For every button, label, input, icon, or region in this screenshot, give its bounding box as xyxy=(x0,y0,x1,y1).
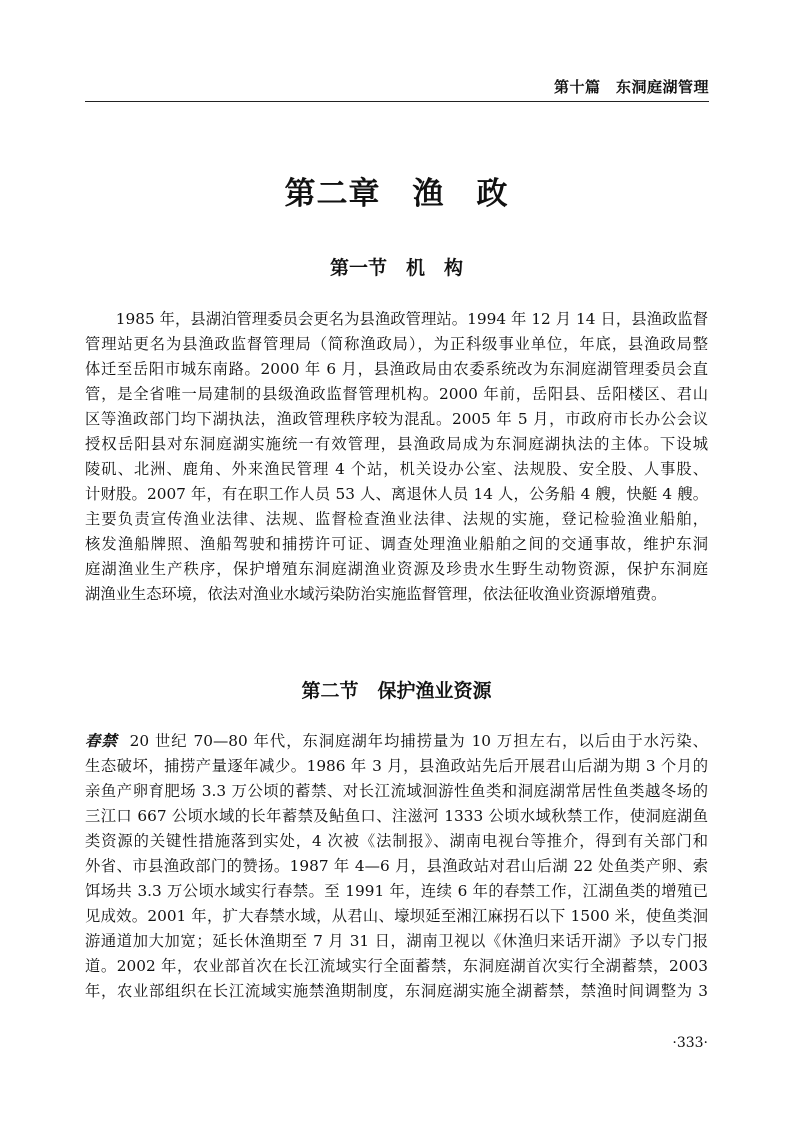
header-divider xyxy=(85,101,709,102)
text-line: 外省、市县渔政部门的赞扬。1987 年 4—6 月，县渔政站对君山后湖 22 处鱼类产卵、索 xyxy=(85,857,708,875)
text-line: 主要负责宣传渔业法律、法规、监督检查渔业法律、法规的实施，登记检验渔业船舶， xyxy=(85,510,708,528)
section-title: 第一节 机 构 xyxy=(329,257,463,279)
text-line: 饵场共 3.3 万公顷水域实行春禁。至 1991 年，连续 6 年的春禁工作，江湖鱼类的增殖已 xyxy=(85,882,708,900)
text-line: 类资源的关键性措施落到实处，4 次被《法制报》、湖南电视台等推介，得到有关部门和 xyxy=(85,832,708,850)
text-line: 庭湖渔业生产秩序，保护增殖东洞庭湖渔业资源及珍贵水生野生动物资源，保护东洞庭 xyxy=(85,560,708,578)
text-line: 管，是全省唯一局建制的县级渔政监督管理机构。2000 年前，岳阳县、岳阳楼区、君山 xyxy=(85,385,708,403)
page-number: ·333· xyxy=(672,1035,708,1051)
section-title: 第二节 保护渔业资源 xyxy=(301,680,492,702)
text-line: 湖渔业生态环境，依法对渔业水域污染防治实施监督管理，依法征收渔业资源增殖费。 xyxy=(85,585,667,603)
text-line: 道。2002 年，农业部首次在长江流域实行全面蓄禁，东洞庭湖首次实行全湖蓄禁，2003 xyxy=(85,957,708,975)
text-line: 区等渔政部门均下湖执法，渔政管理秩序较为混乱。2005 年 5 月，市政府市长办公会议 xyxy=(85,410,708,428)
text-line: 计财股。2007 年，有在职工作人员 53 人、离退休人员 14 人，公务船 4 艘，快艇 4 艘。 xyxy=(85,485,708,503)
chapter-title: 第二章 渔 政 xyxy=(284,176,509,212)
text-line xyxy=(85,729,708,754)
text-line: 授权岳阳县对东洞庭湖实施统一有效管理，县渔政局成为东洞庭湖执法的主体。下设城 xyxy=(85,435,708,453)
text-line: 体迁至岳阳市城东南路。2000 年 6 月，县渔政局由农委系统改为东洞庭湖管理委员会直 xyxy=(85,360,708,378)
text-line: 亲鱼产卵育肥场 3.3 万公顷的蓄禁、对长江流域洄游性鱼类和洞庭湖常居性鱼类越冬场的 xyxy=(85,782,708,800)
text-line-content: 20 世纪 70—80 年代，东洞庭湖年均捕捞量为 10 万担左右，以后由于水污染、 xyxy=(129,732,708,750)
section-paragraph xyxy=(85,307,708,607)
section-paragraph xyxy=(85,729,708,1004)
text-line: 年，农业部组织在长江流域实施禁渔期制度，东洞庭湖实施全湖蓄禁，禁渔时间调整为 3 xyxy=(85,982,708,1000)
text-line: 核发渔船牌照、渔船驾驶和捕捞许可证、调查处理渔业船舶之间的交通事故，维护东洞 xyxy=(85,535,708,553)
text-line: 生态破坏，捕捞产量逐年减少。1986 年 3 月，县渔政站先后开展君山后湖为期 3 个月的 xyxy=(85,757,708,775)
text-line: 管理站更名为县渔政监督管理局（简称渔政局），为正科级事业单位，年底，县渔政局整 xyxy=(85,335,708,353)
text-line: 陵矶、北洲、鹿角、外来渔民管理 4 个站，机关设办公室、法规股、安全股、人事股、 xyxy=(85,460,708,478)
running-header-title: 第十篇 东洞庭湖管理 xyxy=(553,78,709,96)
text-line: 见成效。2001 年，扩大春禁水域，从君山、壕坝延至湘江麻拐石以下 1500 米，使鱼类洄 xyxy=(85,907,708,925)
text-line: 1985 年，县湖泊管理委员会更名为县渔政管理站。1994 年 12 月 14 日，县渔政监督 xyxy=(85,310,708,328)
text-line: 三江口 667 公顷水域的长年蓄禁及鲇鱼口、注滋河 1333 公顷水域秋禁工作，使洞庭湖鱼 xyxy=(85,807,708,825)
text-line: 游通道加大加宽；延长休渔期至 7 月 31 日，湖南卫视以《休渔归来话开湖》予以专门报 xyxy=(85,932,708,950)
paragraph-lead: 春禁 xyxy=(85,732,118,750)
